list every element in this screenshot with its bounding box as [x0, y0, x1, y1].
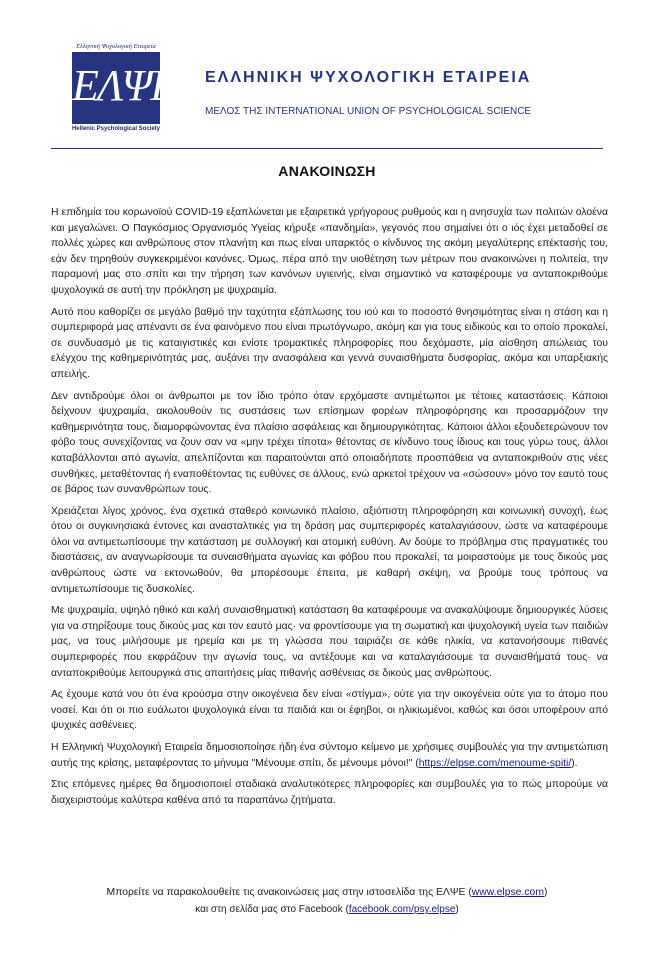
website-link[interactable]: www.elpse.com [471, 887, 544, 898]
logo-emblem [72, 52, 176, 124]
logo-letters: ΕΛΨΕ [72, 61, 176, 110]
paragraph: Χρειάζεται λίγος χρόνος, ένα σχετικά σταθερό κοινωνικό πλαίσιο, αξιόπιστη πληροφόρηση και κοινωνική συνοχή, έως ότου οι συγκινησιακά έντονες και ανασταλτικές για τη δράση μας συμπεριφορές καταλαγιάσουν, ώστε να καταφέρουμε όλοι να αντιμετωπίσουμε την κατάσταση με συλλογική και ατομική ευθύνη. Αν δούμε το πρόβλημα στις πραγματικές του διαστάσεις, αν αναγνωρίσουμε τα συναισθήματα αγωνίας και φόβου που προκαλεί, τα μοιραστούμε με τους δικούς μας ανθρώπους ώστε να εκτονωθούν, θα μπορέσουμε έπειτα, με καθαρή σκέψη, να βρούμε τους τρόπους να αντιμετωπίσουμε τις δυσκολίες. [51, 505, 608, 595]
paragraph: Η επιδημία του κορωνοϊού COVID-19 εξαπλώνεται με εξαιρετικά γρήγορους ρυθμούς και η ανησυχία των πολιτών ολοένα και μεγαλώνει. Ο Παγκόσμιος Οργανισμός Υγείας κήρυξε «πανδημία», γεγονός που σημαίνει ότι ο ιός έχει μεταδοθεί σε πολλές χώρες και ανθρώπους στον πλανήτη και πως είναι υπαρκτός ο κίνδυνος της ακόμη μεγαλύτερης επέκτασής του, εάν δεν τηρηθούν συγκεκριμένοι κανόνες. Όμως, πέρα από την υιοθέτηση των μέτρων που ανακοινώνει η πολιτεία, την παραμονή μας στο σπίτι και την τήρηση των κανόνων υγιεινής, είναι σημαντικό να καταφέρουμε να ανταποκριθούμε ψυχολογικά σε αυτή την πρόκληση με ψυχραιμία. [51, 207, 608, 296]
logo-bottom-text: Hellenic Psychological Society [71, 126, 161, 132]
paragraph: Αυτό που καθορίζει σε μεγάλο βαθμό την ταχύτητα εξάπλωσης του ιού και το ποσοστό θνησιμότητας είναι η στάση και η συμπεριφορά μας απέναντι σε ένα φαινόμενο που είναι πρωτόγνωρο, ακόμη και για τους ειδικούς και το οποίο προκαλεί, σε συνδυασμό με τις καταιγιστικές και ενίοτε τρομακτικές πληροφορίες που δεχόμαστε, μία αίσθηση απώλειας του ελέγχου της καθημερινότητάς μας, αυξάνει την ανασφάλεια και γεννά συναισθήματα δυσφορίας, ακόμα και υπαρξιακής απειλής. [51, 306, 608, 380]
footer-website-text: Μπορείτε να παρακολουθείτε τις ανακοινώσεις μας στην ιστοσελίδα της ΕΛΨΕ ( [106, 887, 472, 898]
paragraph: Στις επόμενες ημέρες θα δημοσιοποιεί σταδιακά αναλυτικότερες πληροφορίες και συμβουλές για το πώς μπορούμε να διαχειριστούμε καλύτερα καθένα από τα παραπάνω ζητήματα. [51, 779, 608, 806]
organization-subtitle: ΜΕΛΟΣ ΤΗΣ INTERNATIONAL UNION OF PSYCHOLOGICAL SCIENCE [205, 106, 532, 117]
paragraph: Δεν αντιδρούμε όλοι οι άνθρωποι με τον ίδιο τρόπο όταν ερχόμαστε αντιμέτωποι με τέτοιες καταστάσεις. Κάποιοι δείχνουν ψυχραιμία, ακολουθούν τις συστάσεις των επίσημων φορέων πληροφόρησης και προσαρμόζουν την καθημερινότητα τους, διαμορφώνοντας ένα πλαίσιο ασφάλειας και δημιουργικότητας. Κάποιοι άλλοι εξουδετερώνουν τον φόβο τους συνεχίζοντας να ζουν σαν να «μην τρέχει τίποτα» θέτοντας σε κίνδυνο τους ίδιους και τους γύρω τους, άλλοι καταβάλλονται από αγωνία, απελπίζονται και παραιτούνται από οποιαδήποτε προσπάθεια να ανταποκριθούν στις νέες συνθήκες, μεταθέτοντας ή εναποθέτοντας τις ευθύνες σε άλλους, ενώ αρκετοί τρέχουν να «σώσουν» μόνο τον εαυτό τους σε βάρος των συνανθρώπων τους. [51, 390, 608, 496]
elpse-logo [66, 43, 176, 135]
header-divider [51, 148, 603, 149]
footer [0, 884, 654, 918]
footer-facebook-line [0, 901, 654, 918]
footer-facebook-text: και στη σελίδα μας στο Facebook ( [195, 904, 349, 915]
organization-name: ΕΛΛΗΝΙΚΗ ΨΥΧΟΛΟΓΙΚΗ ΕΤΑΙΡΕΙΑ [205, 69, 532, 86]
announcement-title: ΑΝΑΚΟΙΝΩΣΗ [278, 163, 376, 179]
footer-website-line [0, 884, 654, 901]
logo-top-text: Ελληνική Ψυχολογική Εταιρεία [76, 43, 156, 50]
footer-website-end: ) [543, 887, 548, 898]
facebook-link[interactable]: facebook.com/psy.elpse [348, 904, 456, 915]
menoume-spiti-link[interactable]: https://elpse.com/menoume-spiti/ [418, 757, 572, 769]
letterhead [0, 0, 654, 150]
paragraph: Με ψυχραιμία, υψηλό ηθικό και καλή συναισθηματική κατάσταση θα καταφέρουμε να ανακαλύψουμε δημιουργικές λύσεις για να στηρίξουμε τους δικούς μας και τον εαυτό μας· να φροντίσουμε για τη σωματική και ψυχολογική υγεία των παιδιών μας, να τους μιλήσουμε με ηρεμία και με τη γλώσσα που ταιριάζει σε κάθε ηλικία, να κατανοήσουμε πιθανές συμπεριφορές που εκφράζουν την αγωνία τους, να αντέξουμε και να καταλαγιάσουμε τα συναισθήματά τους· να ανταποκριθούμε λειτουργικά στις απαιτήσεις μίας πιθανής ασθένειας σε δικούς μας ανθρώπους. [51, 605, 608, 679]
paragraph-publication [51, 740, 608, 771]
publication-text: Η Ελληνική Ψυχολογική Εταιρεία δημοσιοποίησε ήδη ένα σύντομο κείμενο με χρήσιμες συμβουλές για την αντιμετώπιση αυτής της κρίσης, μεταφέροντας το μήνυμα "Μένουμε σπίτι, δε μένουμε μόνοι!" ( [51, 742, 608, 769]
footer-facebook-end: ) [455, 904, 459, 915]
publication-text-end: ). [571, 757, 578, 769]
announcement-body [51, 205, 608, 814]
paragraph: Ας έχουμε κατά νου ότι ένα κρούσμα στην οικογένεια δεν είναι «στίγμα», ούτε για την οικογένεια ούτε για το άτομο που νοσεί. Και ότι οι πιο ευάλωτοι ψυχολογικά είναι τα παιδιά και οι έφηβοι, οι ηλικιωμένοι, καθώς και όσοι υποφέρουν από ψυχικές ασθένειες. [51, 689, 608, 732]
